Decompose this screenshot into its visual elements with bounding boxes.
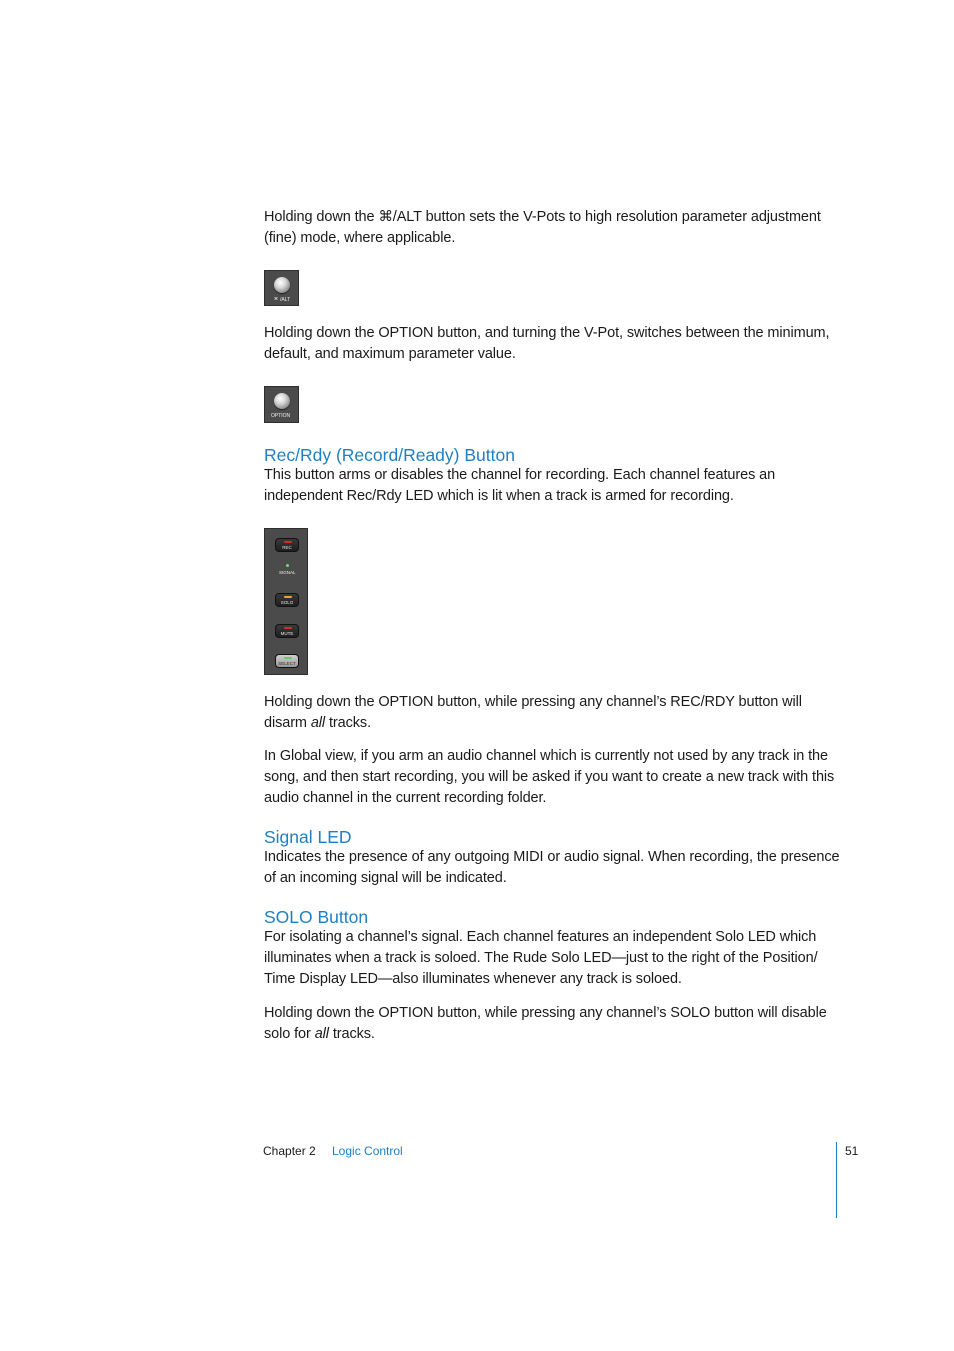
mute-label: MUTE [280,631,294,636]
text-run: tracks. [328,1026,375,1042]
heading-rec-rdy: Rec/Rdy (Record/Ready) Button [264,445,515,465]
paragraph-disarm-all [264,692,844,734]
select-led-icon [284,657,292,659]
footer-divider [836,1142,837,1218]
option-label: OPTION [271,413,291,419]
body-text: Indicates the presence of any outgoing MIDI or audio signal. When recording, the presence of an incoming signal will be indicated. [264,849,840,886]
rec-led-icon [284,541,292,543]
alt-button-figure [264,270,299,306]
mute-button [275,624,299,638]
paragraph-solo-button [264,927,840,990]
footer-chapter-title: Logic Control [332,1144,403,1158]
knob-icon [274,393,290,409]
paragraph-signal-led [264,847,844,889]
body-text: Holding down the OPTION button, and turning the V-Pot, switches between the minimum, default, and maximum parameter value. [264,325,830,362]
solo-led-icon [284,596,292,598]
body-text [264,692,844,734]
heading-signal-led: Signal LED [264,827,352,847]
select-button [275,654,299,668]
select-label: SELECT [278,661,296,666]
rec-button [275,538,299,552]
body-text: In Global view, if you arm an audio channel which is currently not used by any track in the song, and then start recording, you will be asked if you want to create a new track with this audio channel in the current recording folder. [264,748,835,806]
text-run: Holding down the OPTION button, while pressing any channel’s REC/RDY button will disarm [264,694,802,731]
rec-label: REC [282,545,292,550]
paragraph-option-vpot [264,323,844,365]
paragraph-disable-solo [264,1003,844,1045]
emphasis-text: all [310,715,326,731]
footer-chapter: Chapter 2 [263,1144,316,1158]
command-symbol: ⌘ [274,296,278,301]
solo-label: SOLO [280,600,294,605]
page-number: 51 [845,1144,859,1158]
paragraph-alt-fine-mode [264,207,844,249]
body-text [264,1003,844,1045]
option-button-figure [264,386,299,423]
mute-led-icon [284,627,292,629]
paragraph-rec-rdy [264,465,844,507]
signal-led-icon [286,564,289,567]
solo-button [275,593,299,607]
text-run: tracks. [325,715,371,731]
signal-label: SIGNAL [279,570,296,575]
text-run: Holding down the OPTION button, while pressing any channel’s SOLO button will disable solo for [264,1005,827,1042]
body-text: This button arms or disables the channel for recording. Each channel features an independent Rec/Rdy LED which is lit when a track is armed for recording. [264,467,776,504]
emphasis-text: all [314,1026,329,1042]
body-text: For isolating a channel’s signal. Each channel features an independent Solo LED which illuminates when a track is soloed. The Rude Solo LED—just to the right of the Position/ Time Display LED—also illuminates whenever any track is soloed. [264,929,818,987]
channel-strip-figure [264,528,308,675]
knob-icon [274,277,290,293]
alt-label: /ALT [280,297,291,303]
paragraph-global-view [264,746,844,809]
body-text: Holding down the ⌘/ALT button sets the V-Pots to high resolution parameter adjustment (fine) mode, where applicable. [264,209,821,246]
heading-solo-button: SOLO Button [264,907,369,927]
